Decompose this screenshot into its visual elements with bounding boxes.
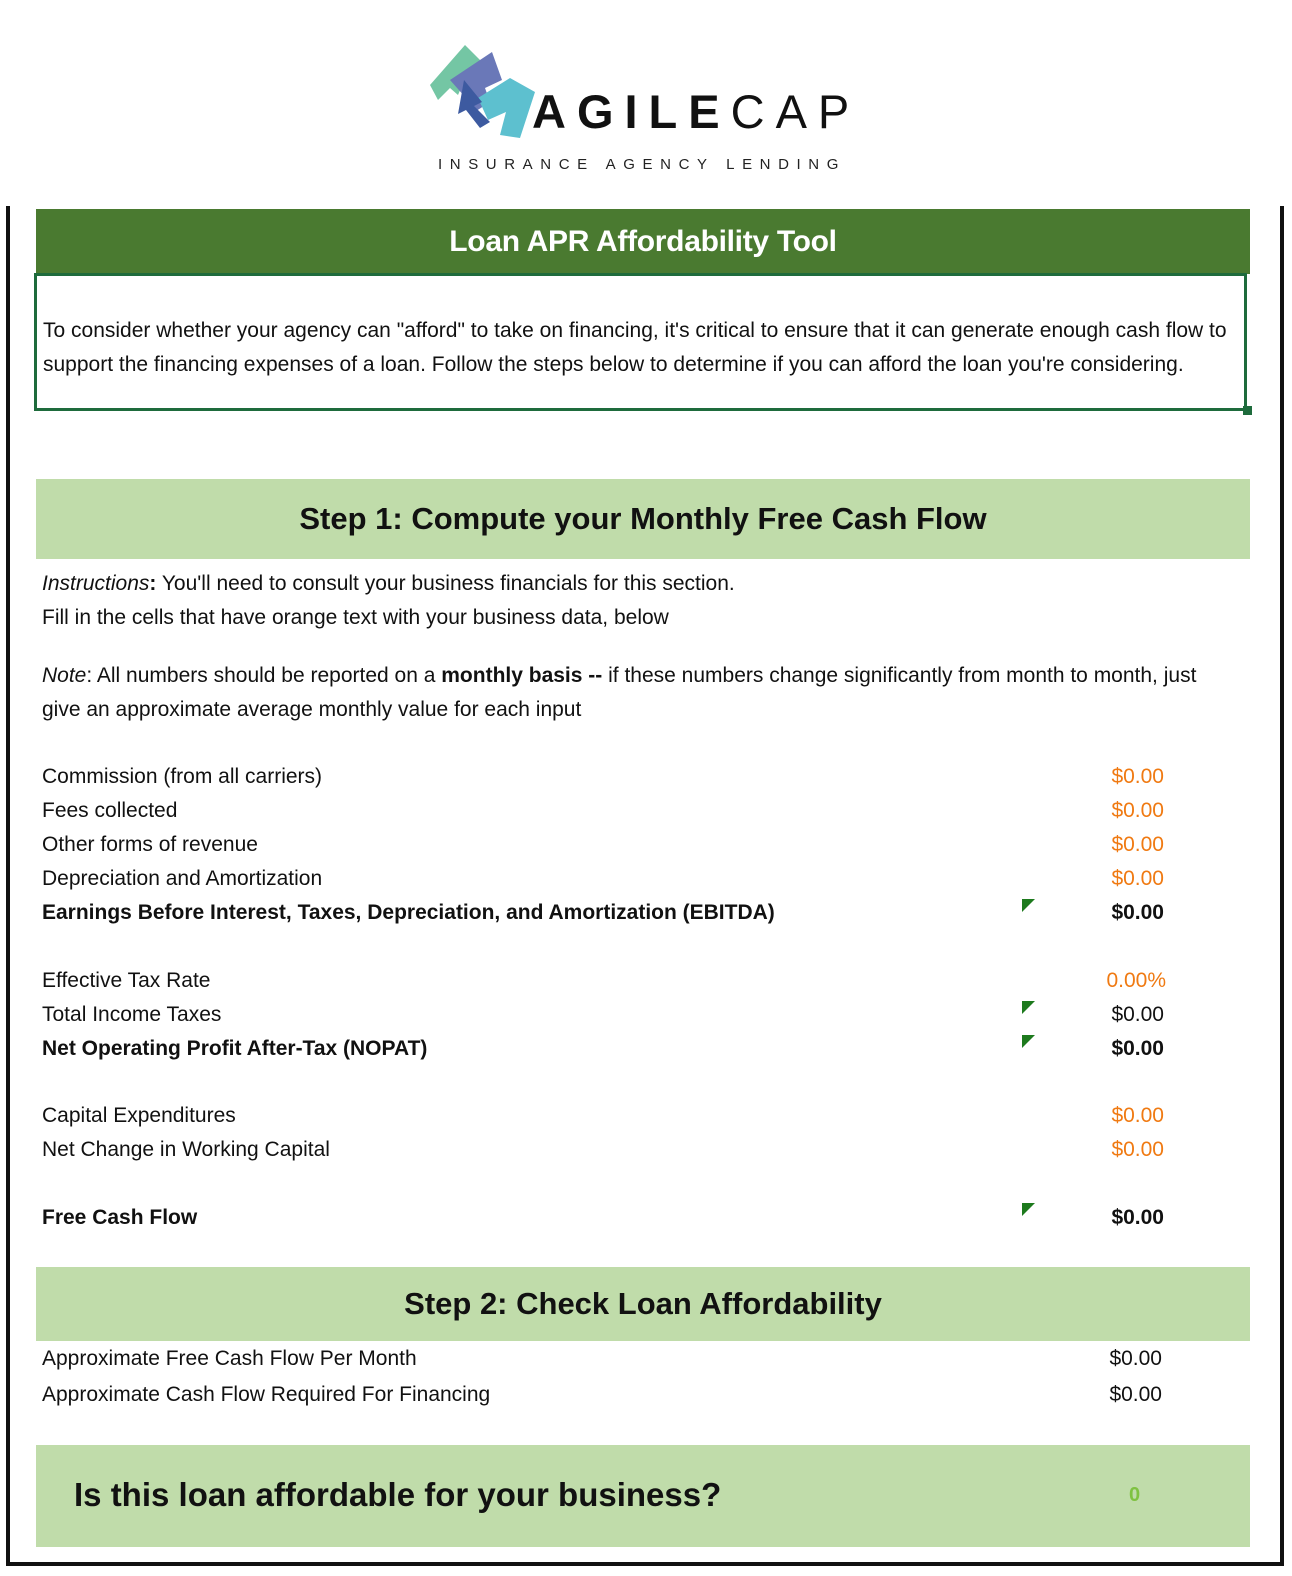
cell-fill-handle[interactable]: [1243, 406, 1252, 415]
intro-cell[interactable]: To consider whether your agency can "afford" to take on financing, it's critical to ensure that it can generate enough cash flow to support the financing expenses of a loan. Follow the steps below to determine if you can afford the loan you're considering.: [34, 273, 1247, 411]
free-cash-flow-value: $0.00: [1111, 1206, 1164, 1229]
capex-label: Capital Expenditures: [42, 1104, 236, 1127]
depreciation-label: Depreciation and Amortization: [42, 867, 323, 890]
page-title: Loan APR Affordability Tool: [36, 209, 1250, 274]
step2-heading: Step 2: Check Loan Affordability: [36, 1267, 1250, 1341]
commission-label: Commission (from all carriers): [42, 765, 323, 788]
logo-tagline: INSURANCE AGENCY LENDING: [438, 156, 847, 173]
formula-indicator-icon: [1022, 1035, 1035, 1048]
capex-input[interactable]: $0.00: [1111, 1104, 1164, 1127]
commission-input[interactable]: $0.00: [1111, 765, 1164, 788]
step1-heading: Step 1: Compute your Monthly Free Cash Flow: [36, 479, 1250, 559]
working-capital-input[interactable]: $0.00: [1111, 1138, 1164, 1161]
affordability-question: Is this loan affordable for your business?: [74, 1476, 722, 1513]
working-capital-label: Net Change in Working Capital: [42, 1138, 330, 1161]
instructions-line2: Fill in the cells that have orange text with your business data, below: [42, 606, 669, 629]
note-text: Note: All numbers should be reported on a monthly basis -- if these numbers change significantly from month to month, just give an approximate average monthly value for each input: [42, 664, 1197, 721]
tax-rate-input[interactable]: 0.00%: [1106, 969, 1166, 992]
arrows-logo-icon: [430, 40, 540, 145]
required-cash-flow-label: Approximate Cash Flow Required For Financing: [42, 1383, 491, 1406]
formula-indicator-icon: [1022, 1001, 1035, 1014]
approx-fcf-value: $0.00: [1109, 1347, 1162, 1370]
tax-rate-label: Effective Tax Rate: [42, 969, 211, 992]
affordability-result: 0: [1129, 1484, 1141, 1506]
instructions-line1: Instructions: You'll need to consult your business financials for this section.: [42, 572, 735, 595]
formula-indicator-icon: [1022, 899, 1035, 912]
required-cash-flow-value: $0.00: [1109, 1383, 1162, 1406]
income-taxes-value: $0.00: [1111, 1003, 1164, 1026]
formula-indicator-icon: [1022, 1203, 1035, 1216]
ebitda-label: Earnings Before Interest, Taxes, Depreciation, and Amortization (EBITDA): [42, 901, 775, 924]
other-revenue-label: Other forms of revenue: [42, 833, 258, 856]
logo-wordmark: AGILECAP: [532, 85, 861, 138]
approx-fcf-label: Approximate Free Cash Flow Per Month: [42, 1347, 417, 1370]
nopat-label: Net Operating Profit After-Tax (NOPAT): [42, 1037, 428, 1060]
ebitda-value: $0.00: [1111, 901, 1164, 924]
other-revenue-input[interactable]: $0.00: [1111, 833, 1164, 856]
fees-input[interactable]: $0.00: [1111, 799, 1164, 822]
free-cash-flow-label: Free Cash Flow: [42, 1206, 198, 1229]
logo: [0, 0, 1292, 205]
fees-label: Fees collected: [42, 799, 178, 822]
depreciation-input[interactable]: $0.00: [1111, 867, 1164, 890]
nopat-value: $0.00: [1111, 1037, 1164, 1060]
income-taxes-label: Total Income Taxes: [42, 1003, 222, 1026]
